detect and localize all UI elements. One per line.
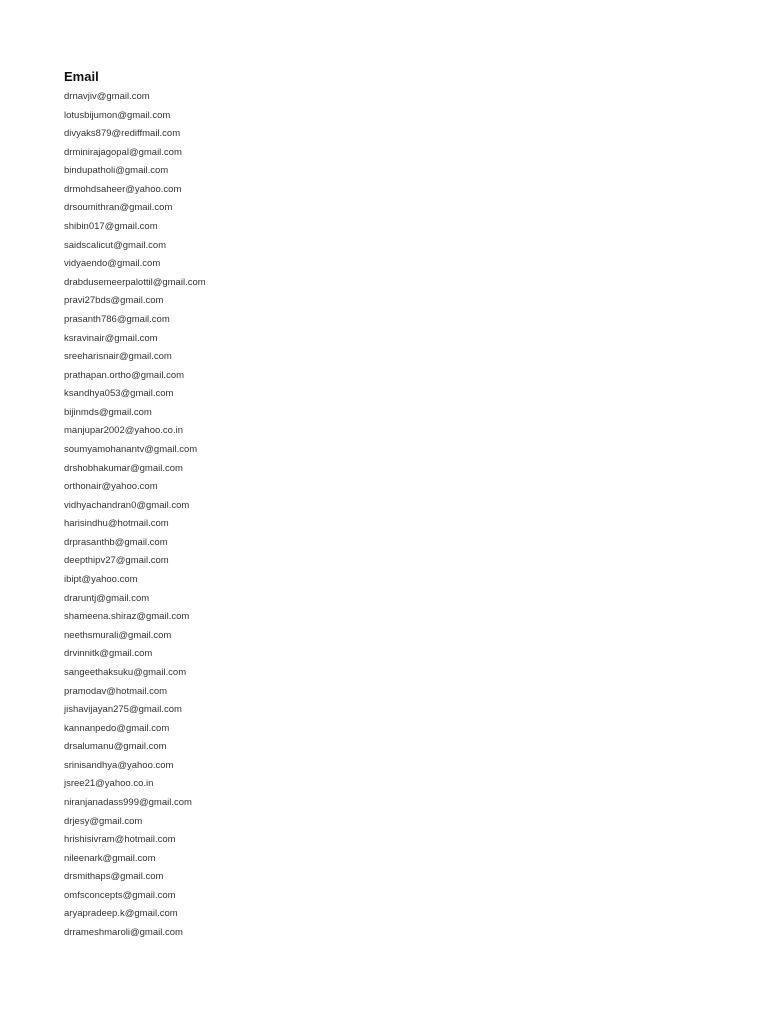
email-row: drminirajagopal@gmail.com bbox=[64, 146, 182, 158]
column-header: Email bbox=[64, 69, 99, 84]
email-row: drsmithaps@gmail.com bbox=[64, 871, 164, 883]
email-row: hrishisivram@hotmail.com bbox=[64, 834, 176, 846]
email-row: jsree21@yahoo.co.in bbox=[64, 778, 154, 790]
email-row: pravi27bds@gmail.com bbox=[64, 295, 164, 307]
email-row: drprasanthb@gmail.com bbox=[64, 536, 168, 548]
email-row: drabdusemeerpalottil@gmail.com bbox=[64, 276, 206, 288]
email-row: lotusbijumon@gmail.com bbox=[64, 109, 171, 121]
email-row: nileenark@gmail.com bbox=[64, 852, 156, 864]
email-row: drrameshmaroli@gmail.com bbox=[64, 927, 183, 939]
email-row: bijinmds@gmail.com bbox=[64, 406, 152, 418]
email-row: srinisandhya@yahoo.com bbox=[64, 759, 174, 771]
email-row: drsalumanu@gmail.com bbox=[64, 741, 167, 753]
email-row: draruntj@gmail.com bbox=[64, 592, 150, 604]
email-row: niranjanadass999@gmail.com bbox=[64, 796, 192, 808]
email-row: prasanth786@gmail.com bbox=[64, 313, 170, 325]
email-row: orthonair@yahoo.com bbox=[64, 481, 158, 493]
email-row: ksandhya053@gmail.com bbox=[64, 388, 174, 400]
email-row: shameena.shiraz@gmail.com bbox=[64, 611, 190, 623]
email-row: bindupatholi@gmail.com bbox=[64, 165, 169, 177]
email-row: drsoumithran@gmail.com bbox=[64, 202, 173, 214]
email-row: aryapradeep.k@gmail.com bbox=[64, 908, 178, 920]
email-row: prathapan.ortho@gmail.com bbox=[64, 369, 185, 381]
email-row: soumyamohanantv@gmail.com bbox=[64, 443, 198, 455]
email-row: kannanpedo@gmail.com bbox=[64, 722, 170, 734]
email-row: pramodav@hotmail.com bbox=[64, 685, 168, 697]
email-row: omfsconcepts@gmail.com bbox=[64, 889, 176, 901]
email-row: vidhyachandran0@gmail.com bbox=[64, 499, 190, 511]
email-row: drvinnitk@gmail.com bbox=[64, 648, 153, 660]
document-page bbox=[64, 68, 704, 943]
email-row: divyaks879@rediffmail.com bbox=[64, 128, 181, 140]
email-row: drshobhakumar@gmail.com bbox=[64, 462, 183, 474]
email-row: saidscalicut@gmail.com bbox=[64, 239, 167, 251]
email-row: shibin017@gmail.com bbox=[64, 221, 158, 233]
email-row: deepthipv27@gmail.com bbox=[64, 555, 169, 567]
email-row: ibipt@yahoo.com bbox=[64, 574, 138, 586]
email-row: manjupar2002@yahoo.co.in bbox=[64, 425, 183, 437]
email-row: drnavjiv@gmail.com bbox=[64, 91, 150, 102]
email-row: neethsmurali@gmail.com bbox=[64, 629, 172, 641]
email-row: drmohdsaheer@yahoo.com bbox=[64, 183, 182, 195]
email-row: sangeethaksuku@gmail.com bbox=[64, 666, 187, 678]
email-row: harisindhu@hotmail.com bbox=[64, 518, 169, 530]
email-row: vidyaendo@gmail.com bbox=[64, 258, 161, 270]
email-list bbox=[64, 88, 704, 943]
email-row: ksravinair@gmail.com bbox=[64, 332, 158, 344]
email-row: jishavijayan275@gmail.com bbox=[64, 704, 182, 716]
email-row: sreeharisnair@gmail.com bbox=[64, 351, 172, 363]
email-row: drjesy@gmail.com bbox=[64, 815, 143, 827]
